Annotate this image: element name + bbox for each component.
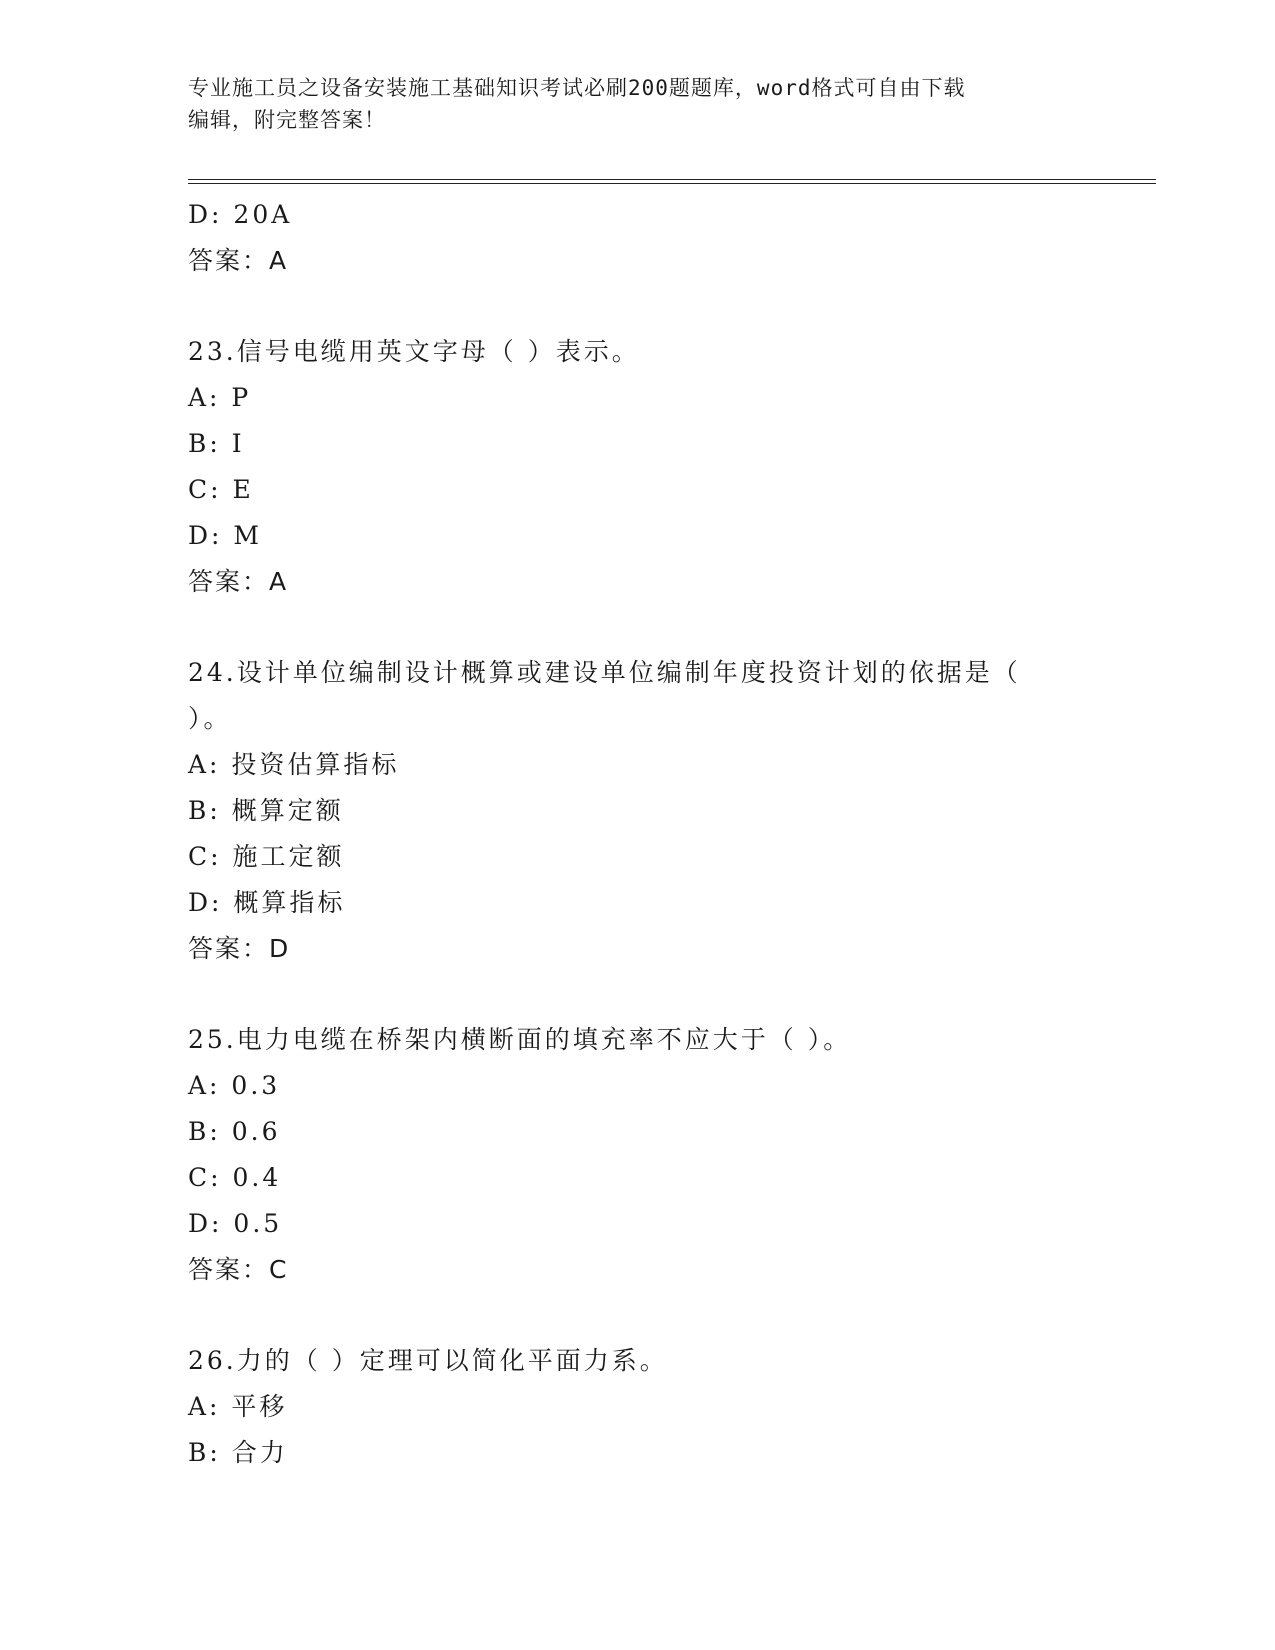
option-a: A: 0.3 [188,1071,281,1100]
option-c: C: 0.4 [188,1163,282,1192]
question-24 [188,650,1088,972]
answer-line: 答案：A [188,567,289,596]
question-stem: 23.信号电缆用英文字母（ ）表示。 [188,337,640,366]
option-d: D: M [188,521,263,550]
option-a: A: 投资估算指标 [188,750,400,779]
option-b: B: 合力 [188,1438,288,1467]
answer-line: 答案：D [188,934,291,963]
spacer [188,605,1088,650]
question-content [188,192,1088,1476]
question-26 [188,1338,1088,1476]
option-d: D: 0.5 [188,1209,283,1238]
spacer [188,972,1088,1017]
spacer [188,1293,1088,1338]
answer-line: 答案：A [188,246,289,275]
header-title-line-1: 专业施工员之设备安装施工基础知识考试必刷200题题库，word格式可自由下载 [188,76,966,100]
question-stem: 24.设计单位编制设计概算或建设单位编制年度投资计划的依据是（ [188,658,1021,687]
header-divider [188,179,1156,184]
option-c: C: E [188,475,254,504]
option-a: A: P [188,383,252,412]
page-header [188,72,1088,136]
question-stem-continued: ）。 [188,704,232,733]
question-23 [188,329,1088,605]
spacer [188,284,1088,329]
option-c: C: 施工定额 [188,842,345,871]
answer-line: 答案：C [188,1255,289,1284]
question-stem: 26.力的（ ）定理可以简化平面力系。 [188,1346,668,1375]
question-25 [188,1017,1088,1293]
option-b: B: I [188,429,245,458]
option-d: D: 概算指标 [188,888,346,917]
question-stem: 25.电力电缆在桥架内横断面的填充率不应大于（ ）。 [188,1025,852,1054]
option-b: B: 概算定额 [188,796,344,825]
option-b: B: 0.6 [188,1117,281,1146]
header-title-line-2: 编辑，附完整答案！ [188,108,386,132]
option-d: D: 20A [188,200,293,229]
option-a: A: 平移 [188,1392,288,1421]
